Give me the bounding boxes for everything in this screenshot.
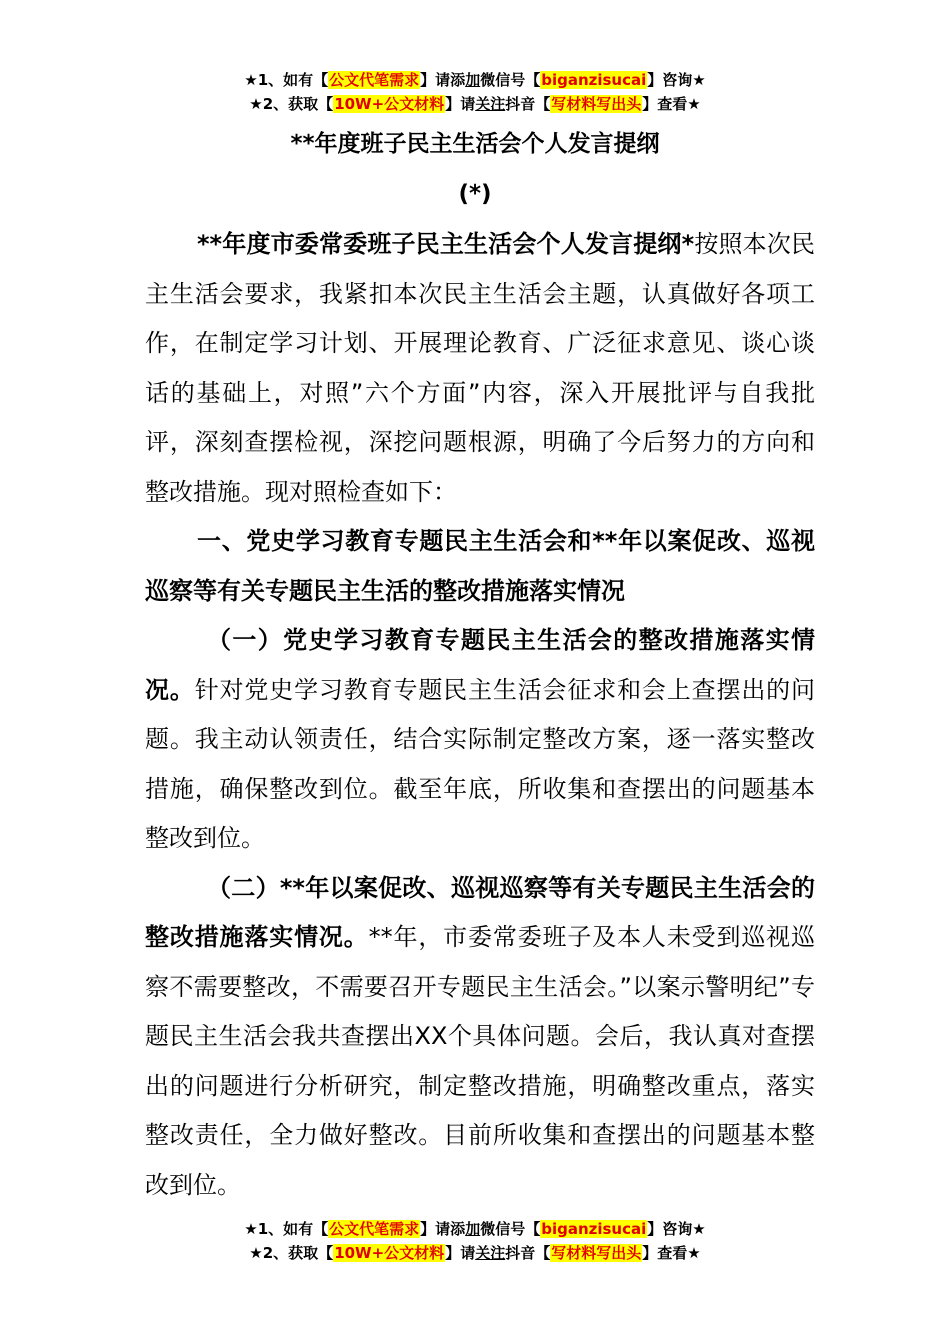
promo-banner-bottom: [0, 1217, 950, 1265]
highlight-materials: 10W+公文材料: [334, 1244, 445, 1262]
promo-banner-top: [0, 68, 950, 116]
subsection-1-paragraph: （一）党史学习教育专题民主生活会的整改措施落实情况。针对党史学习教育专题民主生活会征求和会上查摆出的问题。我主动认领责任，结合实际制定整改方案，逐一落实整改措施，确保整改到位。截至年底，所收集和查摆出的问题基本整改到位。: [145, 626, 816, 852]
promo-line-1: ★1、如有【公文代笔需求】请添加微信号【biganzisucai】咨询★: [244, 71, 706, 89]
highlight-service: 公文代笔需求: [329, 71, 420, 89]
promo-line-2: ★2、获取【10W+公文材料】请关注抖音【写材料写出头】查看★: [249, 1244, 701, 1262]
highlight-wechat-id: biganzisucai: [541, 1220, 647, 1238]
highlight-service: 公文代笔需求: [329, 1220, 420, 1238]
promo-line-1: ★1、如有【公文代笔需求】请添加微信号【biganzisucai】咨询★: [244, 1220, 706, 1238]
document-subtitle: (*): [458, 181, 492, 207]
highlight-materials: 10W+公文材料: [334, 95, 445, 113]
highlight-douyin-id: 写材料写出头: [551, 95, 642, 113]
document-body: [145, 220, 815, 1210]
subsection-2-paragraph: （二）**年以案促改、巡视巡察等有关专题民主生活会的整改措施落实情况。**年，市委常委班子及本人未受到巡视巡察不需要整改，不需要召开专题民主生活会。”以案示警明纪”专题民主生活会我共查摆出XX个具体问题。会后，我认真对查摆出的问题进行分析研究，制定整改措施，明确整改重点，落实整改责任，全力做好整改。目前所收集和查摆出的问题基本整改到位。: [145, 873, 816, 1199]
section-1-heading: 一、党史学习教育专题民主生活会和**年以案促改、巡视巡察等有关专题民主生活的整改措施落实情况: [145, 527, 815, 605]
highlight-wechat-id: biganzisucai: [541, 71, 647, 89]
intro-paragraph: **年度市委常委班子民主生活会个人发言提纲*按照本次民主生活会要求，我紧扣本次民主生活会主题，认真做好各项工作，在制定学习计划、开展理论教育、广泛征求意见、谈心谈话的基础上，对照”六个方面”内容，深入开展批评与自我批评，深刻查摆检视，深挖问题根源，明确了今后努力的方向和整改措施。现对照检查如下：: [145, 230, 816, 506]
promo-line-2: ★2、获取【10W+公文材料】请关注抖音【写材料写出头】查看★: [249, 95, 701, 113]
highlight-douyin-id: 写材料写出头: [551, 1244, 642, 1262]
document-title: **年度班子民主生活会个人发言提纲: [290, 131, 660, 157]
